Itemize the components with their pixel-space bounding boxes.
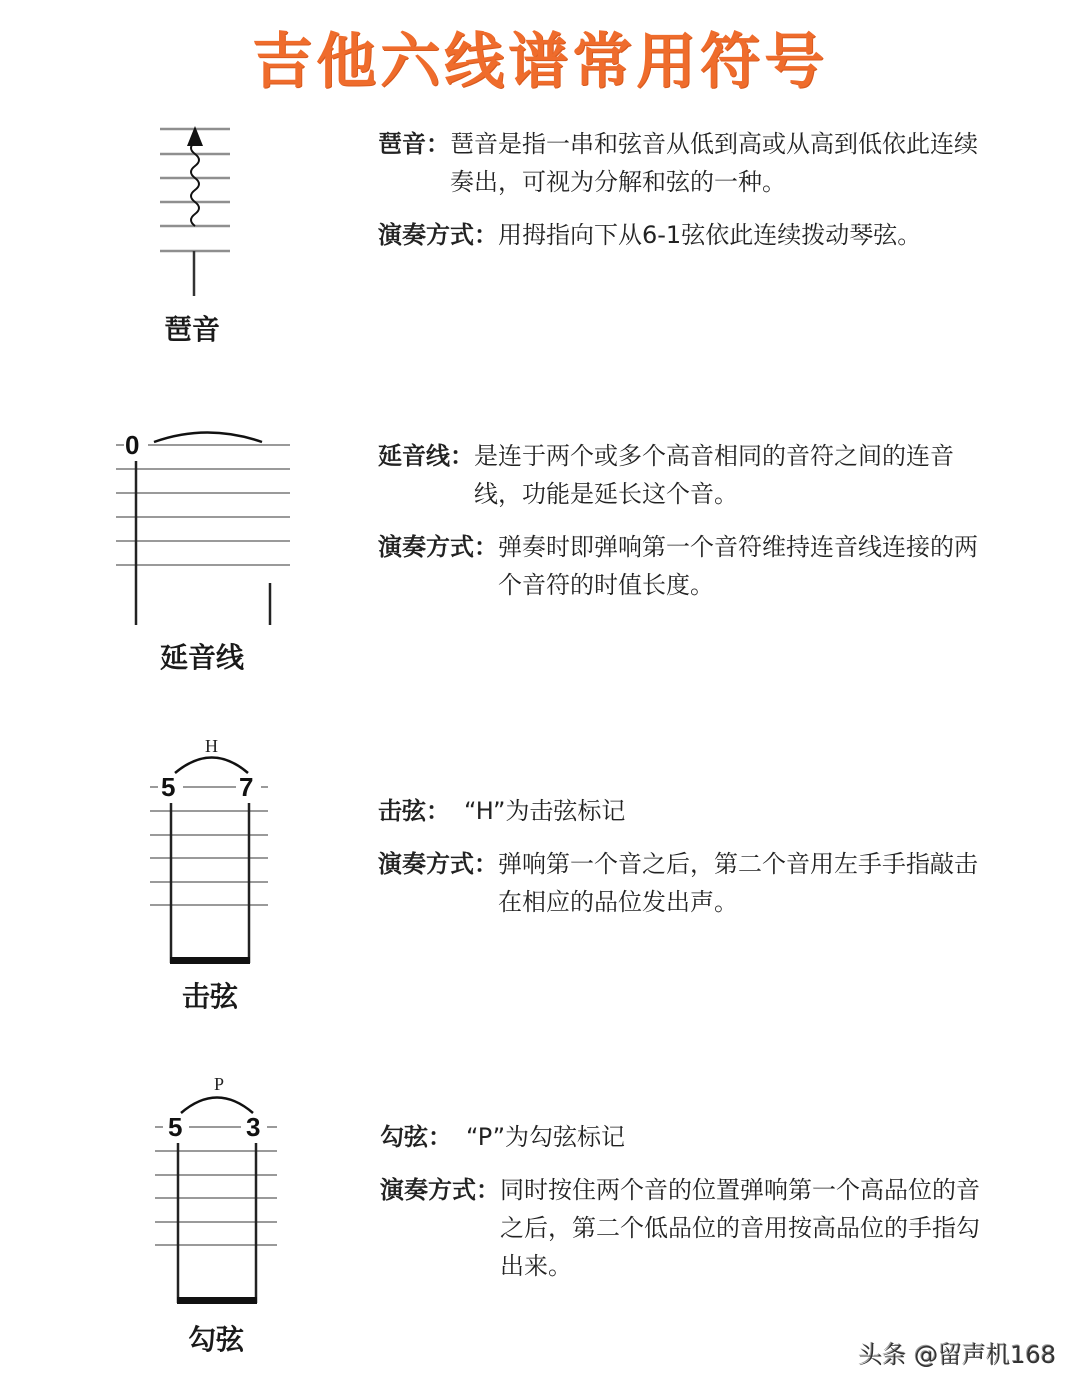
diagram-label: 琶音 (164, 313, 221, 346)
tie-arc (154, 433, 262, 443)
hammer-on-staff (148, 730, 278, 970)
slur-arc (175, 758, 248, 774)
method-text: 用拇指向下从6-1弦依此连续拨动琴弦。 (498, 221, 922, 249)
pull-off-staff (153, 1070, 283, 1310)
tie-staff (112, 425, 297, 630)
method-label: 演奏方式： (378, 221, 498, 249)
term-text: 是连于两个或多个高音相同的音符之间的连音线，功能是延长这个音。 (474, 442, 954, 508)
watermark: 头条 @留声机168 (858, 1341, 1056, 1369)
term-label: 勾弦： (380, 1123, 452, 1151)
term-label: 击弦： (378, 797, 450, 825)
term-text: “P”为勾弦标记 (466, 1123, 626, 1151)
diagram-label: 击弦 (182, 980, 239, 1013)
tie-diagram (112, 425, 297, 630)
method-text: 同时按住两个音的位置弹响第一个高品位的音之后，第二个低品位的音用按高品位的手指勾出来。 (500, 1176, 980, 1280)
hammer-mark: H (205, 736, 218, 756)
section-description (378, 125, 988, 254)
method-text: 弹响第一个音之后，第二个音用左手手指敲击在相应的品位发出声。 (498, 850, 978, 916)
beam (170, 957, 250, 964)
pull-off-diagram (153, 1070, 283, 1310)
fret-number: 0 (125, 430, 140, 460)
term-text: 琶音是指一串和弦音从低到高或从高到低依此连续奏出，可视为分解和弦的一种。 (450, 130, 978, 196)
arpeggio-staff (150, 120, 250, 305)
section-description (380, 1118, 990, 1285)
fret-number: 3 (246, 1112, 261, 1142)
method-text: 弹奏时即弹响第一个音符维持连音线连接的两个音符的时值长度。 (498, 533, 978, 599)
diagram-label: 勾弦 (188, 1323, 245, 1356)
slur-arc (181, 1098, 253, 1114)
term-text: “H”为击弦标记 (464, 797, 626, 825)
term-label: 琶音： (378, 130, 450, 158)
section-description (378, 437, 988, 604)
beam (177, 1297, 257, 1304)
arpeggio-diagram (150, 120, 250, 305)
term-label: 延音线： (378, 442, 474, 470)
section-description (378, 792, 988, 921)
fret-number: 5 (161, 772, 176, 802)
fret-number: 5 (168, 1112, 183, 1142)
fret-number: 7 (239, 772, 254, 802)
hammer-on-diagram (148, 730, 278, 970)
method-label: 演奏方式： (380, 1176, 500, 1204)
page-title: 吉他六线谱常用符号 (252, 27, 828, 97)
method-label: 演奏方式： (378, 533, 498, 561)
method-label: 演奏方式： (378, 850, 498, 878)
pull-off-mark: P (214, 1074, 225, 1094)
diagram-label: 延音线 (160, 641, 245, 674)
